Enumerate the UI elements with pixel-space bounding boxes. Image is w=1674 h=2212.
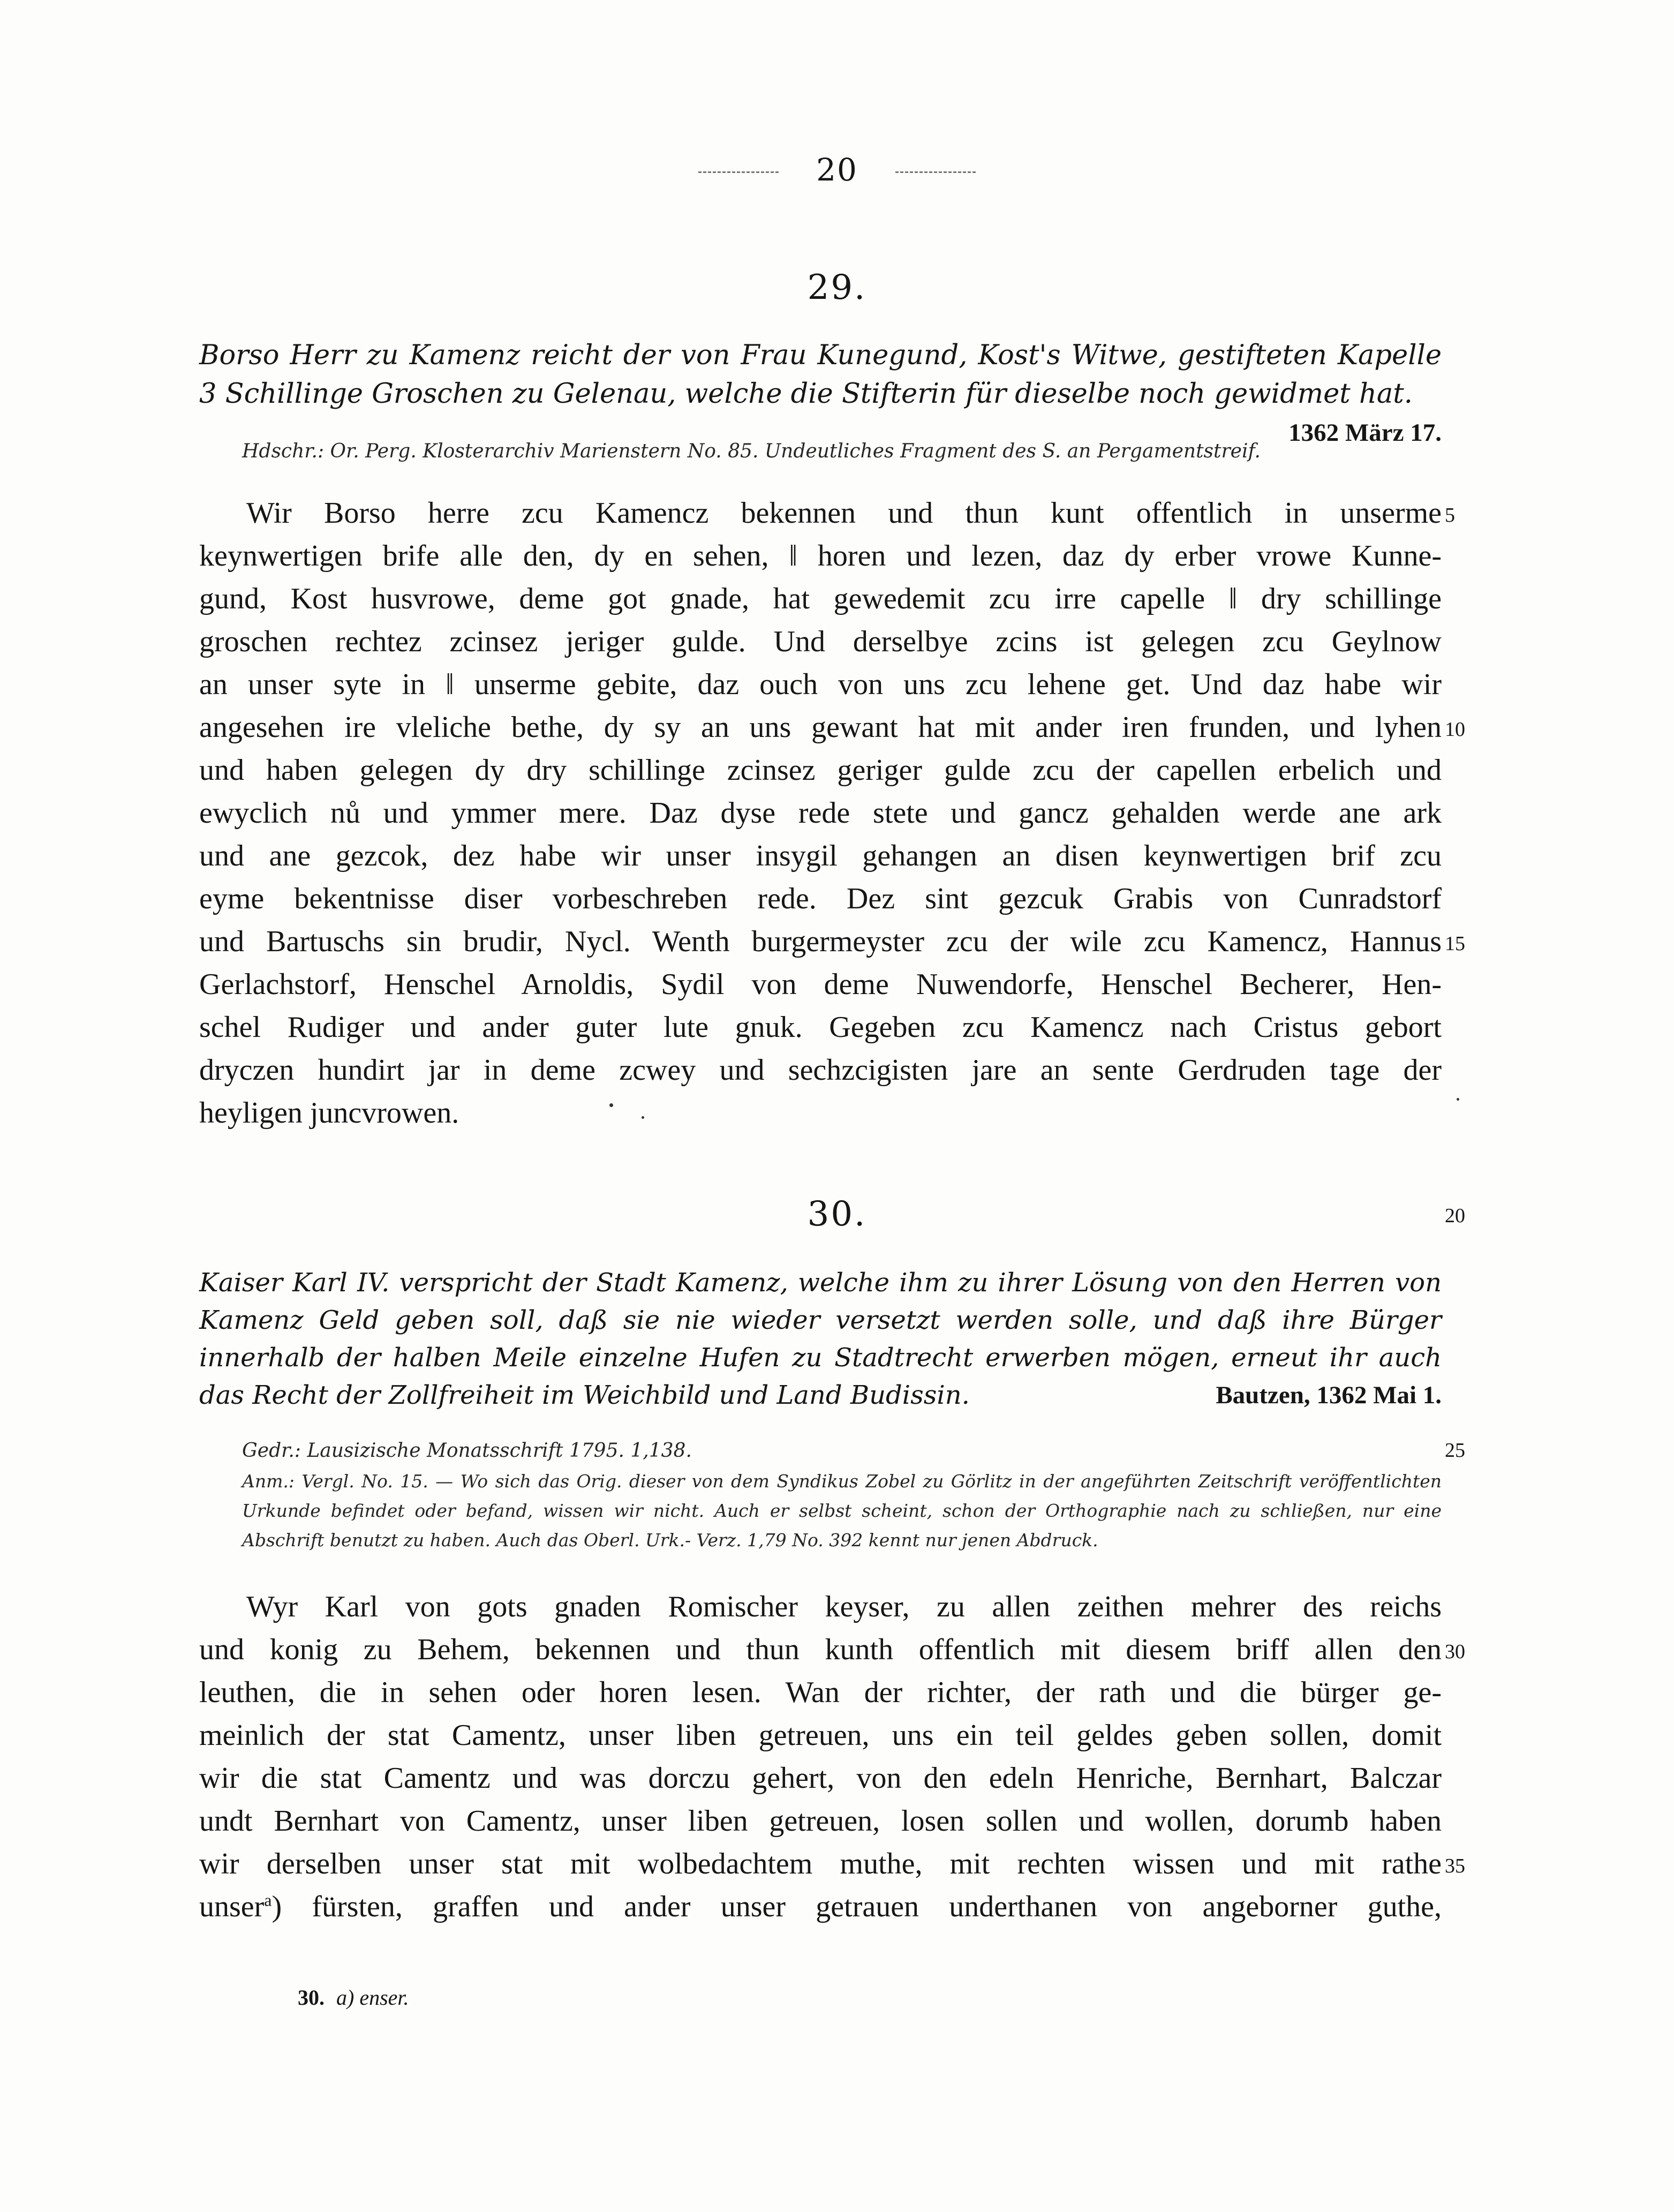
- text-line: Wir Borso herre zcu Kamencz bekennen und thun kunt offentlich in unserme: [246, 496, 1442, 530]
- document-29-date: 1362 März 17.: [1288, 419, 1442, 447]
- document-29-regest-text: Borso Herr zu Kamenz reicht der von Frau Kunegund, Kost's Witwe, gestifteten Kapelle 3 Schillinge Groschen zu Gelenau, welche die Stifterin für dieselbe noch gewidmet hat.: [199, 340, 1442, 410]
- text-line: Wyr Karl von gots gnaden Romischer keyser, zu allen zeithen mehrer des reichs: [246, 1590, 1442, 1623]
- text-line: groschen rechtez zcinsez jeriger gulde. Und derselbye zcins ist gelegen zcu Geylnow: [199, 625, 1442, 658]
- document-30-date: Bautzen, 1362 Mai 1.: [1216, 1381, 1442, 1409]
- line-number: 15: [1445, 932, 1465, 955]
- text-line: angesehen ire vleliche bethe, dy sy an uns gewant hat mit ander iren frunden, und lyhen: [199, 711, 1442, 744]
- footnote-text: a) enser.: [336, 1985, 409, 2010]
- page-number-text: 20: [816, 152, 858, 188]
- text-line: und haben gelegen dy dry schillinge zcinsez geriger gulde zcu der capellen erbelich und: [199, 754, 1442, 787]
- text-line: schel Rudiger und ander guter lute gnuk. Gegeben zcu Kamencz nach Cristus gebort: [199, 1011, 1442, 1044]
- line-number: 5: [1445, 504, 1455, 526]
- text-line: meinlich der stat Camentz, unser liben getreuen, uns ein teil geldes geben sollen, domit: [199, 1719, 1442, 1752]
- line-number: 25: [1445, 1439, 1465, 1462]
- text-line: eyme bekentnisse diser vorbeschreben rede. Dez sint gezcuk Grabis von Cunradstorf: [199, 882, 1442, 915]
- line-number: 30: [1445, 1641, 1465, 1663]
- page-number: [0, 152, 1674, 188]
- text-fragment: ) fürsten, graffen und ander unser getrauen underthanen von angeborner guthe,: [272, 1890, 1442, 1923]
- text-line: leuthen, die in sehen oder horen lesen. Wan der richter, der rath und die bürger ge-: [199, 1676, 1442, 1709]
- document-30-source-note: Anm.: Vergl. No. 15. — Wo sich das Orig. dieser von dem Syndikus Zobel zu Görlitz in der angeführten Zeitschrift veröffentlichten Urkunde befindet oder befand, wissen wir nicht. Auch er selbst scheint, schon der Orthographie nach zu schließen, nur eine Abschrift benutzt zu haben. Auch das Oberl. Urk.- Verz. 1,79 No. 392 kennt nur jenen Abdruck.: [242, 1471, 1442, 1551]
- text-line: dryczen hundirt jar in deme zcwey und sechzcigisten jare an sente Gerdruden tage der: [199, 1054, 1442, 1087]
- text-line: und ane gezcok, dez habe wir unser insygil gehangen an disen keynwertigen brif zcu: [199, 839, 1442, 872]
- line-number: 10: [1445, 718, 1465, 741]
- print-speck: [1457, 1098, 1459, 1101]
- document-30-number: 30.: [807, 1194, 867, 1234]
- text-line: keynwertigen brife alle den, dy en sehen, ‖ horen und lezen, daz dy erber vrowe Kunne-: [199, 539, 1442, 573]
- text-line: wir die stat Camentz und was dorczu gehert, von den edeln Henriche, Bernhart, Balczar: [199, 1762, 1442, 1795]
- line-number: 20: [1445, 1205, 1465, 1227]
- text-line: ewyclich nů und ymmer mere. Daz dyse rede stete und gancz gehalden werde ane ark: [199, 796, 1442, 830]
- text-line: an unser syte in ‖ unserme gebite, daz ouch von uns zcu lehene get. Und daz habe wir: [199, 668, 1442, 701]
- text-line: und Bartuschs sin brudir, Nycl. Wenth burgermeyster zcu der wile zcu Kamencz, Hannus: [199, 925, 1442, 958]
- document-29-text: [199, 492, 1442, 1134]
- document-30-source-print: Gedr.: Lausizische Monatsschrift 1795. 1,138.: [242, 1440, 692, 1462]
- document-30-regest-text: Kaiser Karl IV. verspricht der Stadt Kamenz, welche ihm zu ihrer Lösung von den Herren von Kamenz Geld geben soll, daß sie nie wieder versetzt werden solle, und daß ihre Bürger innerhalb der halben Meile einzelne Hufen zu Stadtrecht erwerben mögen, erneut ihr auch das Recht der Zollfreiheit im Weichbild und Land Budissin.: [199, 1268, 1442, 1410]
- text-line: Gerlachstorf, Henschel Arnoldis, Sydil von deme Nuwendorfe, Henschel Becherer, Hen-: [199, 968, 1442, 1001]
- text-line: heyligen juncvrowen.: [199, 1096, 459, 1130]
- footnote: [298, 1985, 409, 2010]
- text-line: und konig zu Behem, bekennen und thun kunth offentlich mit diesem briff allen den: [199, 1633, 1442, 1666]
- text-line: gund, Kost husvrowe, deme got gnade, hat gewedemit zcu irre capelle ‖ dry schillinge: [199, 582, 1442, 615]
- document-30-regest: [199, 1264, 1442, 1414]
- print-speck: [642, 1116, 644, 1119]
- footnote-marker: a: [264, 1890, 272, 1910]
- document-30-text: [199, 1585, 1442, 1928]
- document-29-number: 29.: [807, 268, 867, 307]
- text-line: undt Bernhart von Camentz, unser liben getreuen, losen sollen und wollen, dorumb haben: [199, 1804, 1442, 1838]
- text-line: wir derselben unser stat mit wolbedachtem muthe, mit rechten wissen und mit rathe: [199, 1847, 1442, 1880]
- text-line: [199, 1885, 1442, 1928]
- footnote-ref: 30.: [298, 1985, 325, 2010]
- line-number: 35: [1445, 1855, 1465, 1877]
- document-29-regest: [199, 336, 1442, 452]
- print-speck: [609, 1103, 613, 1107]
- text-fragment: unser: [199, 1890, 265, 1923]
- document-29-source: Hdschr.: Or. Perg. Klosterarchiv Marienstern No. 85. Undeutliches Fragment des S. an Pergamentstreif.: [242, 440, 1261, 462]
